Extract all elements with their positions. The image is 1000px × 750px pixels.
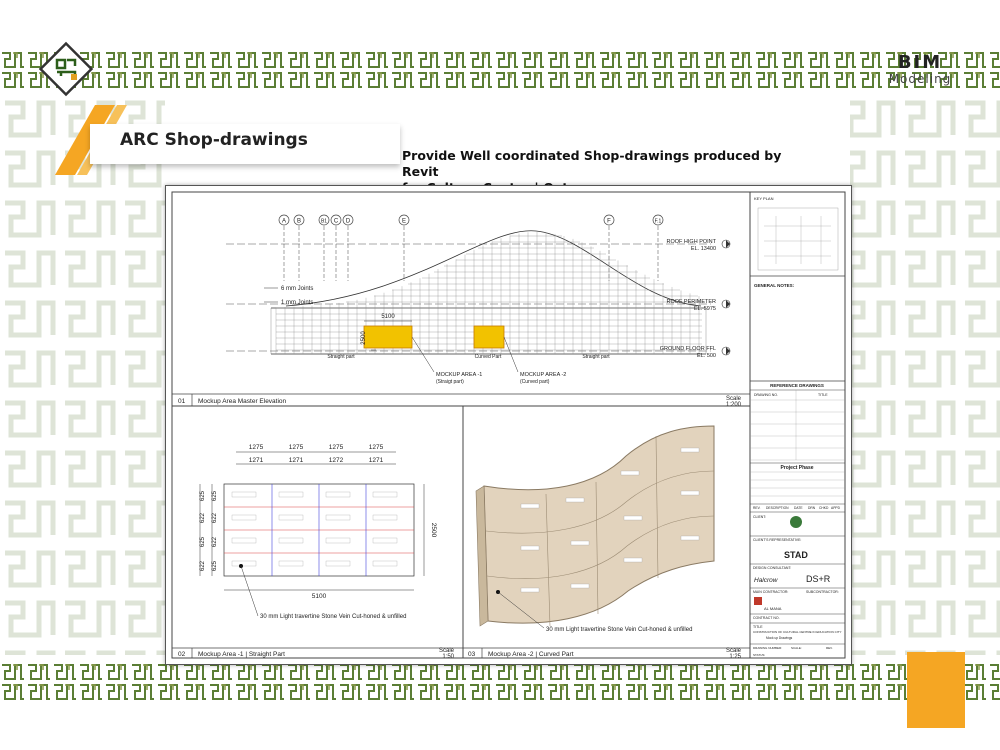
bim-title: BIM <box>897 52 943 73</box>
iso-panel-tag <box>624 516 642 520</box>
panel-tag <box>373 492 397 497</box>
grid-label: D <box>345 218 351 225</box>
side-dim: 625 <box>200 536 206 548</box>
side-dim: 625 <box>212 560 218 572</box>
scale-label: Scale <box>725 648 741 654</box>
scale-label-tb: SCALE: <box>791 646 802 650</box>
title-col: TITLE <box>818 393 828 397</box>
iso-panel-tag <box>621 471 639 475</box>
bottom-pattern-band <box>0 662 1000 702</box>
view-title: Mockup Area -2 | Curved Part <box>488 651 574 658</box>
curved-stone-panel <box>484 426 714 623</box>
drawing-sheet <box>165 185 852 665</box>
project-title: CONSTRUCTION OF CULTURAL CENTRE IN EDUCATION CITY <box>753 630 842 634</box>
top-pattern-band <box>0 50 1000 90</box>
page-title: ARC Shop-drawings <box>120 130 308 150</box>
al-mana-logo: AL MANA <box>764 606 782 611</box>
client-label: CLIENT: <box>753 515 767 519</box>
client-logo-icon <box>790 516 802 528</box>
mockup-2-sub: (Curved part) <box>520 379 550 385</box>
mockup-area-1 <box>364 326 412 348</box>
bim-modeling-label <box>880 54 960 86</box>
plan-note: 30 mm Light travertine Stone Vein Cut-honed & unfilled <box>260 614 407 620</box>
level-name: GROUND FLOOR FFL <box>659 346 716 352</box>
panel-tag <box>373 561 397 566</box>
top-dim: 1275 <box>288 444 304 451</box>
iso-panel-tag <box>571 541 589 545</box>
arabic-pattern-icon <box>0 50 1000 90</box>
level-tags <box>660 239 730 359</box>
side-dim: 622 <box>212 512 218 524</box>
mockup-area-2 <box>474 326 504 348</box>
project-subtitle: Mock up Drawings <box>766 636 793 640</box>
main-contractor-label: MAIN CONTRACTOR: <box>753 590 789 594</box>
subcontractor-label: SUBCONTRACTOR: <box>806 590 839 594</box>
panel-tag <box>279 515 303 520</box>
scale-value: 1:50 <box>442 654 454 660</box>
rev-col: APPD <box>831 506 840 510</box>
scale-value: 1:200 <box>725 402 741 408</box>
scale-label: Scale <box>438 648 454 654</box>
view-title: Mockup Area Master Elevation <box>198 398 287 405</box>
panel-tag <box>232 538 256 543</box>
grid-label: E <box>401 218 407 225</box>
drawing-number-label: DRAWING NUMBER: <box>753 646 783 650</box>
grid-label: B <box>296 218 302 225</box>
sub-dim: 1271 <box>368 457 384 464</box>
side-dim: 622 <box>212 536 218 548</box>
straight-part-label: Straight part <box>327 354 355 360</box>
elevation-view <box>172 215 750 408</box>
client-rep-label: CLIENT'S REPRESENTATIVE: <box>753 538 802 542</box>
drawing-no-col: DRAWING NO. <box>754 393 778 397</box>
sub-dim: 1271 <box>248 457 264 464</box>
reference-drawings-label: REFERENCE DRAWINGS <box>770 383 824 388</box>
iso-panel-tag <box>624 558 642 562</box>
panel-tag <box>232 515 256 520</box>
iso-panel-tag <box>681 536 699 540</box>
top-dim: 1275 <box>368 444 384 451</box>
iso-panel-tag <box>521 546 539 550</box>
top-dim: 1275 <box>248 444 264 451</box>
arabic-pattern-icon <box>0 662 1000 702</box>
joints-1mm-label: 1 mm Joints <box>281 300 314 306</box>
contract-no-label: CONTRACT NO. <box>753 616 780 620</box>
project-phase-label: Project Phase <box>780 465 814 471</box>
bim-subtitle: Modeling <box>888 72 952 86</box>
panel-tag <box>326 492 350 497</box>
iso-panel-tag <box>571 584 589 588</box>
straight-part-label-2: Straight part <box>582 354 610 360</box>
iso-panel-tag <box>521 588 539 592</box>
drawing-canvas <box>166 186 851 664</box>
grid-label: C <box>333 218 339 225</box>
rev-col: CHKD <box>819 506 829 510</box>
panel-tag <box>373 538 397 543</box>
panel-tag <box>279 561 303 566</box>
grid-label: F <box>607 218 611 225</box>
view-title: Mockup Area -1 | Straight Part <box>198 651 285 658</box>
level-name: ROOF HIGH POINT <box>666 239 716 245</box>
dim-5100: 5100 <box>381 314 395 320</box>
rev-label-tb: REV. <box>826 646 833 650</box>
panel-tag <box>326 538 350 543</box>
title-label: TITLE <box>753 625 763 629</box>
grid-label: A <box>281 218 287 225</box>
dsr-logo: DS+R <box>806 574 831 584</box>
status-label-tb: STATUS: <box>753 653 766 657</box>
logo-icon <box>35 38 97 100</box>
panel-tag <box>279 492 303 497</box>
plan-view <box>172 444 463 660</box>
grid-lines <box>279 215 663 281</box>
panel-tag <box>232 561 256 566</box>
view-number: 02 <box>178 651 186 658</box>
height-dim: 2500 <box>430 522 437 538</box>
panel-tag <box>279 538 303 543</box>
side-dim: 625 <box>212 490 218 502</box>
top-dim: 1275 <box>328 444 344 451</box>
rev-col: DESCRIPTION <box>766 506 789 510</box>
plan-top-dims <box>236 444 396 464</box>
iso-panel-tag <box>521 504 539 508</box>
design-consultant-label: DESIGN CONSULTANT: <box>753 566 792 570</box>
view-number: 03 <box>468 651 476 658</box>
panel-tag <box>326 561 350 566</box>
level-el: EL. 500 <box>697 353 716 359</box>
level-el: EL. 13400 <box>690 246 716 252</box>
title-block <box>750 196 845 657</box>
rev-col: DRN <box>808 506 816 510</box>
iso-note: 30 mm Light travertine Stone Vein Cut-honed & unfilled <box>546 627 693 633</box>
key-plan-label: KEY PLAN <box>754 196 774 201</box>
side-dim: 622 <box>200 560 206 572</box>
side-dim: 625 <box>200 490 206 502</box>
width-dim: 5100 <box>311 593 327 600</box>
plan-side-dims <box>200 484 218 576</box>
panel-tag <box>373 515 397 520</box>
panel-tag <box>326 515 350 520</box>
side-dim: 622 <box>200 512 206 524</box>
level-name: ROOF PERIMETER <box>666 299 716 305</box>
mockup-2-label: MOCKUP AREA -2 <box>520 372 567 378</box>
scale-label: Scale <box>725 396 741 402</box>
general-notes-label: GENERAL NOTES: <box>754 283 795 288</box>
al-mana-logo-icon <box>754 597 762 605</box>
sub-dim: 1271 <box>288 457 304 464</box>
arabic-calligraphy-logo <box>35 38 97 100</box>
subtitle-line-1: Provide Well coordinated Shop-drawings produced by Revit <box>402 148 782 179</box>
halcrow-logo: Halcrow <box>754 577 778 584</box>
dim-2500: 2500 <box>361 331 367 345</box>
panel-tag <box>232 492 256 497</box>
curved-part-label: Curved Part <box>474 354 502 360</box>
rev-col: REV. <box>753 506 761 510</box>
level-el: EL. 5975 <box>693 306 716 312</box>
iso-panel-tag <box>681 491 699 495</box>
grid-label: F.1 <box>654 218 662 225</box>
iso-panel-tag <box>566 498 584 502</box>
view-number: 01 <box>178 398 186 405</box>
iso-panel-tag <box>681 448 699 452</box>
grid-label: B1 <box>320 218 328 225</box>
sub-dim: 1272 <box>328 457 344 464</box>
joints-6mm-label: 6 mm Joints <box>281 286 314 292</box>
mockup-1-label: MOCKUP AREA -1 <box>436 372 483 378</box>
rev-col: DATE <box>794 506 803 510</box>
stad-logo: STAD <box>784 550 808 560</box>
scale-value: 1:25 <box>729 654 741 660</box>
mockup-1-sub: (Straigt part) <box>436 379 464 385</box>
iso-view <box>463 426 750 660</box>
orange-square-decoration <box>907 652 965 728</box>
